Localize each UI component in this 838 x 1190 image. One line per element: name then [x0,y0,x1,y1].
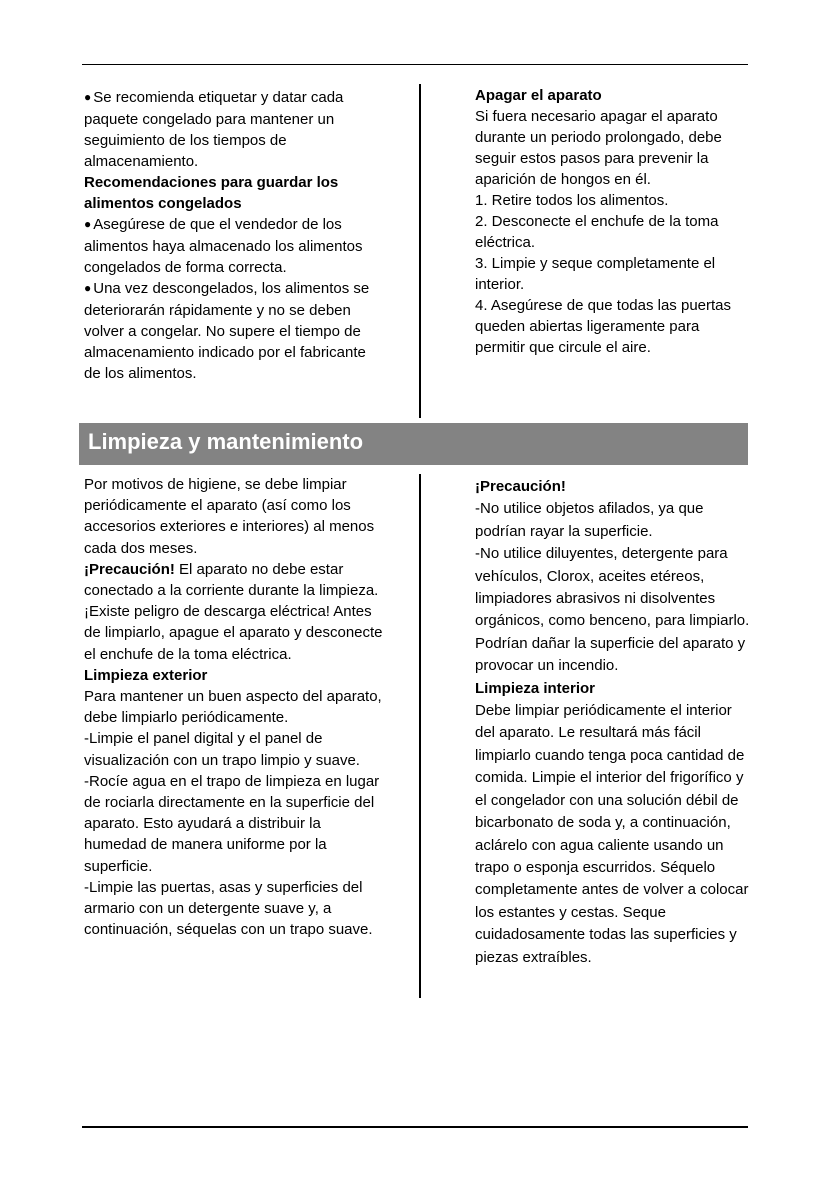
interior-text: Debe limpiar periódicamente el interior del aparato. Le resultará más fácil limpiarlo cuando tenga poca cantidad de comida. Limpie el interior del frigorífico y el congelador con una solución débil de bicarbonato de soda y, a continuación, aclárelo con agua caliente usando un trapo o esponja escurridos. Séquelo completamente antes de volver a colocar los estantes y cestas. Seque cuidadosamente todas las superficies y piezas extraíbles. [475,702,749,966]
top-rule [82,64,748,65]
column-divider-bottom [419,474,421,998]
caution-text: El aparato no debe estar conectado a la corriente durante la limpieza. ¡Existe peligro de descarga eléctrica! Antes de limpiarlo, apague el aparato y desconecte el enchufe de la toma eléctrica. [84,560,383,663]
caution-label: ¡Precaución! [84,560,175,578]
switch-off-step-1: 1. Retire todos los alimentos. [475,192,669,209]
heading-caution: ¡Precaución! [475,478,566,495]
switch-off-column [475,85,750,358]
switch-off-step-2: 2. Desconecte el enchufe de la toma eléctrica. [475,213,719,251]
exterior-intro: Para mantener un buen aspecto del aparato, debe limpiarlo periódicamente. [84,688,382,727]
caution-paragraph [84,559,384,665]
exterior-item-2: -Rocíe agua en el trapo de limpieza en lugar de rociarla directamente en la superficie del aparato. Esto ayudará a distribuir la humedad de manera uniforme por la superficie. [84,772,380,875]
bullet-label-frozen-packages: ● Se recomienda etiquetar y datar cada paquete congelado para mantener un seguimiento de los tiempos de almacenamiento. [84,87,384,172]
caution-item-1: -No utilice objetos afilados, ya que podrían rayar la superficie. [475,500,704,540]
heading-exterior-cleaning: Limpieza exterior [84,666,208,684]
switch-off-intro: Si fuera necesario apagar el aparato durante un periodo prolongado, debe seguir estos pasos para prevenir la aparición de hongos en él. [475,108,722,188]
section-banner [79,423,748,465]
switch-off-step-3: 3. Limpie y seque completamente el interior. [475,255,716,293]
bullet-no-refreeze: ● Una vez descongelados, los alimentos se deteriorarán rápidamente y no se deben volver a congelar. No supere el tiempo de almacenamiento indicado por el fabricante de los alimentos. [84,278,384,384]
exterior-item-3: -Limpie las puertas, asas y superficies del armario con un detergente suave y, a continuación, séquelas con un trapo suave. [84,878,373,939]
cleaning-intro: Por motivos de higiene, se debe limpiar periódicamente el aparato (así como los accesorios exteriores e interiores) al menos cada dos meses. [84,476,375,557]
column-divider-top [419,84,421,418]
caution-item-2: -No utilice diluyentes, detergente para vehículos, Clorox, aceites etéreos, limpiadores abrasivos ni disolventes orgánicos, como benceno, para limpiarlo. Podrían dañar la superficie del aparato y provocar un incendio. [475,545,750,675]
heading-frozen-storage: Recomendaciones para guardar los alimentos congelados [84,174,339,212]
bottom-rule [82,1126,748,1128]
section-title: Limpieza y mantenimiento [88,429,364,454]
switch-off-step-4: 4. Asegúrese de que todas las puertas queden abiertas ligeramente para permitir que circule el aire. [475,297,732,356]
heading-switch-off: Apagar el aparato [475,87,602,104]
frozen-food-column [84,87,384,384]
bullet-vendor-storage: ● Asegúrese de que el vendedor de los alimentos haya almacenado los alimentos congelados de forma correcta. [84,214,384,278]
exterior-item-1: -Limpie el panel digital y el panel de visualización con un trapo limpio y suave. [84,730,360,769]
heading-interior-cleaning: Limpieza interior [475,679,596,697]
cleaning-left-column [84,474,384,940]
cleaning-right-column [475,476,755,969]
